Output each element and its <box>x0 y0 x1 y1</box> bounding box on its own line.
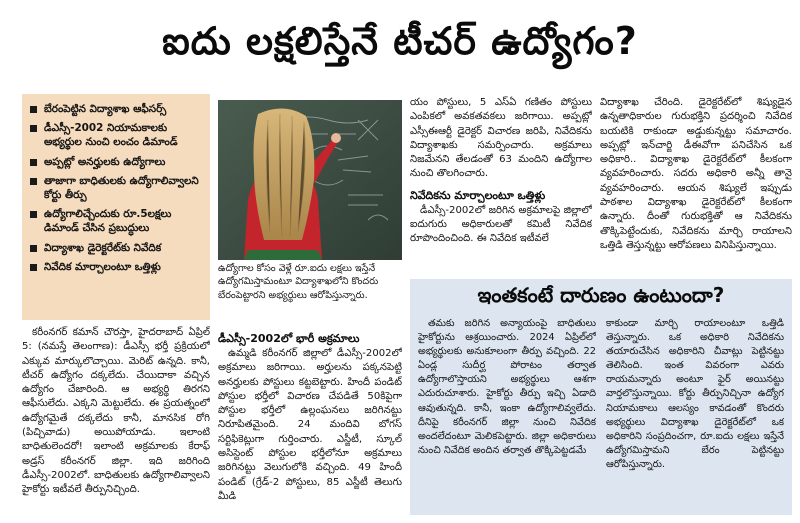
article-column-1 <box>22 326 210 518</box>
teacher-photo-illustration <box>218 100 402 260</box>
teacher-chalkboard-photo <box>218 100 402 260</box>
section-subheading: డీఎస్సీ-2002లో భారీ అక్రమాలు <box>218 332 360 345</box>
article-text: కాకుండా మార్చి రాయాలంటూ ఒత్తిడి తెస్తున్నారు. ఒక అధికారి నివేదికను తయారుచేసిన అధికారిని చీవాట్లు పెట్టినట్టు తెలిసింది. ఇంత వివరంగా ఎవరు రాయమన్నారు అంటూ ఫైర్ అయినట్టు వార్తలొస్తున్నాయి. కోర్టు తీర్పునిచ్చినా ఉద్యోగ నియామకాలు ఆలస్యం కావడంతో కొందరు అభ్యర్థులు విద్యాశాఖ డైరెక్టరేట్‌లో ఒక అధికారిని సంప్రదించగా, రూ.ఐదు లక్షలు ఇస్తేనే ఉద్యోగమిస్తామని బేరం పెట్టినట్టు ఆరోపిస్తున్నారు. <box>606 318 784 470</box>
photo-caption: ఉద్యోగాల కోసం వెళ్లే రూ.ఐదు లక్షలు ఇస్తేనే ఉద్యోగమిస్తామంటూ విద్యాశాఖలోని కొందరు బేరంపెట్టారని అభ్యర్థులు ఆరోపిస్తున్నారు. <box>218 263 379 301</box>
article-column-4 <box>600 96 792 276</box>
sidebar-box <box>410 279 792 515</box>
highlights-box <box>22 94 210 320</box>
highlight-item: నివేదిక మార్చాలంటూ ఒత్తిళ్లు <box>30 260 202 274</box>
highlight-item: విద్యాశాఖ డైరెక్టరేట్‌కు నివేదిక <box>30 241 202 255</box>
article-column-3 <box>410 96 592 276</box>
section-subheading: నివేదికను మార్చాలంటూ ఒత్తిళ్లు <box>410 188 546 202</box>
box-title: ఇంతకంటే దారుణం ఉంటుందా? <box>477 283 725 307</box>
box-column-1 <box>418 317 596 511</box>
article-text: తమకు జరిగిన అన్యాయంపై బాధితులు హైకోర్టును ఆశ్రయించారు. 2024 ఏప్రిల్‌లో అభ్యర్థులకు అనుకూలంగా తీర్పు వచ్చింది. 22 ఏండ్ల సుదీర్ఘ పోరాటం తర్వాత ఉద్యోగాలొస్తాయని అభ్యర్థులు ఆశగా ఎదురుచూశారు. హైకోర్టు తీర్పు ఇచ్చి ఏడాది ఆవుతున్నది. కానీ, ఇంకా ఉద్యోగాలివ్వలేదు. దీనిపై కరీంనగర్ జిల్లా నుంచి నివేదిక అందలేదంటూ మెలికపెట్టారు. జిల్లా అధికారులు నుంచి నివేదిక అందిన తర్వాత తొక్కిపెట్టడమే <box>418 318 596 456</box>
highlight-item: అప్పట్లో అనర్హులకు ఉద్యోగాలు <box>30 155 202 169</box>
article-text: డీఎస్సీ-2002లో జరిగిన అక్రమాలపై జిల్లాలో ఐదుగురు అధికారులతో కమిటీ నివేదిక రూపొందించింది. ఈ నివేదిక ఇటీవలే <box>410 204 592 245</box>
article-text: విద్యాశాఖ చేరింది. డైరెక్టరేట్‌లో శిష్యుడైన ఉన్నతాధికారుల గురుభక్తిని ప్రదర్శించి నివేదిక బయటికి రాకుండా అడ్డుకున్నట్టు సమాచారం. అప్పట్లో ఇన్‌చార్జి డీఈవోగా పనిచేసిన ఒక అధికారి.. విద్యాశాఖ డైరెక్టరేట్‌లో కీలకంగా వ్యవహరించారు. సదరు అధికారి అన్నీ తానై వ్యవహరించారు. ఆయన శిష్యులే ఇప్పుడు పాఠశాల విద్యాశాఖ డైరెక్టరేట్‌లో కీలకంగా ఉన్నారు. దీంతో గురుభక్తితో ఆ నివేదికను తొక్కిపెట్టేందుకు, నివేదికను మార్చి రాయాలని ఒత్తిడి తెస్తున్నట్టు ఆరోపణలు వినిపిస్తున్నాయి. <box>600 97 792 251</box>
highlight-item: డీఎస్సీ-2002 నియామకాలకు అభ్యర్థుల నుంచి లంచం డిమాండ్ <box>30 121 202 149</box>
article-text: యం పోస్టులు, 5 ఎస్ఏ గణితం పోస్టులు ఎంపికలో అవకతవకలు జరిగాయి. అప్పట్లో ఎస్సీఈఆర్టీ డైరెక్టర్ విచారణ జరిపి, నివేదికను విద్యాశాఖకు సమర్పించారు. అక్రమాలు నిజమేనని తేలడంతో 63 మందిని ఉద్యోగాల నుంచి తొలగించారు. <box>410 97 592 180</box>
highlight-item: బేరంపెట్టిన విద్యాశాఖ ఆఫీసర్స్ <box>30 102 202 116</box>
highlight-item: ఉద్యోగాలిచ్చేందుకు రూ.5లక్షలు డిమాండ్ చేసిన ప్రబుద్ధులు <box>30 207 202 235</box>
box-column-2 <box>606 317 784 511</box>
highlight-item: తాజాగా బాధితులకు ఉద్యోగాలివ్వాలని కోర్టు తీర్పు <box>30 174 202 202</box>
headline: ఐదు లక్షలిస్తేనే టీచర్ ఉద్యోగం? <box>162 19 638 63</box>
article-text: ఉమ్మడి కరీంనగర్ జిల్లాలో డీఎస్సీ-2002లో అక్రమాలు జరిగాయి. అర్హులను పక్కనపెట్టి అనర్హులకు పోస్టులు కట్టబెట్టారు. హిందీ పండిట్ పోస్టుల భర్తీలో విచారణ చేపడితే 50కిపైగా పోస్టుల భర్తీలో ఉల్లంఘనలు జరిగినట్టు నిరూపితమైంది. 24 మందివి బోగస్ సర్టిఫికెట్లుగా గుర్తించారు. ఎస్జీటీ, స్కూల్ అసిస్టెంట్ పోస్టుల భర్తీలోనూ అక్రమాలు జరిగినట్టు వెలుగులోకి వచ్చింది. 49 హిందీ పండిట్ (గ్రేడ్-2 పోస్టులు, 85 ఎస్జీటీ తెలుగు మీడి <box>218 348 402 502</box>
article-column-2 <box>218 331 402 519</box>
article-text: కరీంనగర్ కమాన్ చౌరస్తా, హైదరాబాద్ ఏప్రిల్ 5: (నమస్తే తెలంగాణ): డీఎస్సీ భర్తీ ప్రక్రియలో ఎక్కువ మార్కులొచ్చాయి. మెరిట్ ఉన్నది. కానీ, టీచర్ ఉద్యోగం దక్కలేదు. చేయిదాకా వచ్చిన ఉద్యోగం చేజారింది. ఆ అభ్యర్థి తిరగని ఆఫీసులేదు. ఎక్కని మెట్టులేదు. ఈ ప్రయత్నంలో ఉద్యోగమైతే దక్కలేదు కానీ, మానసిక రోగి (పిచ్చివాడు) అయిపోయాడు. ఇలాంటి బాధితులెందరో! ఇలాంటి అక్రమాలకు కేరాఫ్ అడ్రస్ కరీంనగర్ జిల్లా. ఇది జరిగింది డీఎస్సీ-2002లో. బాధితులకు ఉద్యోగాలివ్వాలని హైకోర్టు ఇటీవలే తీర్పునిచ్చింది. <box>22 327 210 496</box>
